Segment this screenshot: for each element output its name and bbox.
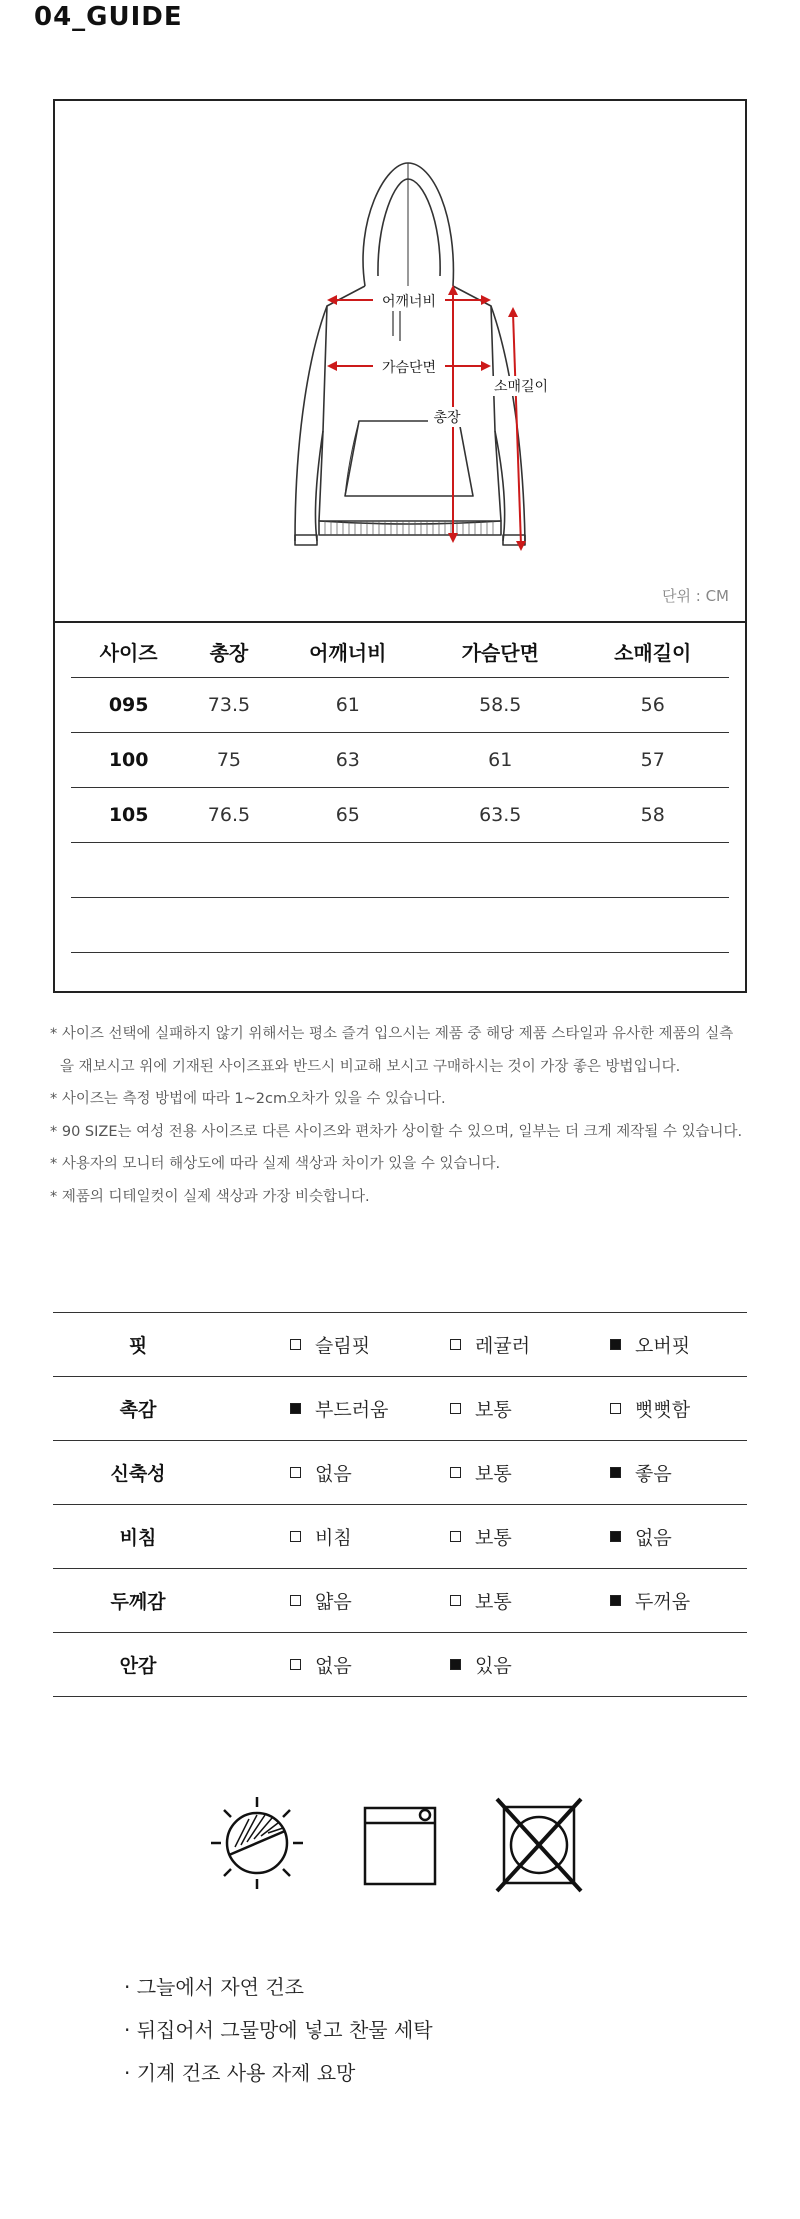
care-line: · 기계 건조 사용 자제 요망 xyxy=(124,2061,356,2085)
size-table xyxy=(71,625,729,1007)
note-line: * 사이즈 선택에 실패하지 않기 위해서는 평소 즐겨 입으시는 제품 중 해당 제품 스타일과 유사한 제품의 실측 xyxy=(50,1026,734,1042)
option-soft xyxy=(290,1395,388,1422)
checkbox-checked-icon xyxy=(610,1467,621,1478)
option-label: 보통 xyxy=(475,1463,512,1485)
option-label: 뻣뻣함 xyxy=(635,1399,691,1421)
checkbox-icon xyxy=(450,1403,461,1414)
attribute-label: 핏 xyxy=(128,1335,148,1357)
checkbox-icon xyxy=(290,1339,301,1350)
table-cell: 58.5 xyxy=(424,678,576,733)
option-label: 없음 xyxy=(315,1655,352,1677)
care-instructions xyxy=(124,1966,433,2095)
option-stiff xyxy=(610,1395,690,1422)
divider xyxy=(55,621,745,623)
hoodie-diagram xyxy=(55,101,745,621)
option-label: 있음 xyxy=(475,1655,512,1677)
option-slim xyxy=(290,1331,370,1358)
option-over xyxy=(610,1331,690,1358)
checkbox-icon xyxy=(290,1467,301,1478)
header-cell: 사이즈 xyxy=(71,625,186,678)
option-label: 슬림핏 xyxy=(315,1335,371,1357)
attribute-row-sheer xyxy=(53,1505,747,1569)
checkbox-icon xyxy=(290,1531,301,1542)
table-cell: 73.5 xyxy=(186,678,271,733)
option-label: 없음 xyxy=(315,1463,352,1485)
attribute-label: 안감 xyxy=(119,1655,157,1677)
note-line: 을 재보시고 위에 기재된 사이즈표와 반드시 비교해 보시고 구매하시는 것이 가장 좋은 방법입니다. xyxy=(60,1058,681,1075)
attribute-row-touch xyxy=(53,1377,747,1441)
option-regular xyxy=(450,1331,530,1358)
option-none xyxy=(290,1651,352,1678)
checkbox-icon xyxy=(450,1339,461,1350)
table-row-empty xyxy=(71,898,729,953)
option-label: 오버핏 xyxy=(635,1335,691,1357)
option-none xyxy=(610,1523,672,1550)
option-label: 보통 xyxy=(475,1399,512,1421)
option-thick xyxy=(610,1587,690,1614)
option-thin xyxy=(290,1587,352,1614)
option-label: 두꺼움 xyxy=(635,1591,691,1613)
checkbox-icon xyxy=(450,1531,461,1542)
attribute-label: 비침 xyxy=(119,1527,157,1549)
checkbox-checked-icon xyxy=(610,1595,621,1606)
option-label: 부드러움 xyxy=(315,1399,389,1421)
table-cell: 57 xyxy=(576,733,729,788)
option-label: 얇음 xyxy=(315,1591,352,1613)
table-cell: 58 xyxy=(576,788,729,843)
label-chest: 가슴단면 xyxy=(381,360,437,376)
table-cell: 75 xyxy=(186,733,271,788)
option-label: 보통 xyxy=(475,1527,512,1549)
table-cell: 61 xyxy=(272,678,424,733)
dry-in-shade-icon xyxy=(211,1797,303,1889)
table-cell: 63.5 xyxy=(424,788,576,843)
option-sheer xyxy=(290,1523,352,1550)
wash-in-net-icon xyxy=(365,1808,435,1884)
table-cell: 65 xyxy=(272,788,424,843)
attribute-label: 두께감 xyxy=(110,1591,166,1613)
attribute-row-thickness xyxy=(53,1569,747,1633)
page-title: 04_GUIDE xyxy=(34,2,183,32)
care-icons xyxy=(205,1793,605,1893)
size-notes xyxy=(50,1018,770,1213)
checkbox-checked-icon xyxy=(610,1339,621,1350)
attribute-label: 촉감 xyxy=(119,1399,157,1421)
size-cell: 095 xyxy=(71,678,186,733)
table-cell: 61 xyxy=(424,733,576,788)
option-label: 레귤러 xyxy=(475,1335,531,1357)
table-row xyxy=(71,733,729,788)
checkbox-checked-icon xyxy=(450,1659,461,1670)
option-good xyxy=(610,1459,672,1486)
attribute-row-lining xyxy=(53,1633,747,1697)
table-row-empty xyxy=(71,953,729,1008)
checkbox-icon xyxy=(450,1595,461,1606)
checkbox-icon xyxy=(290,1595,301,1606)
label-length: 총장 xyxy=(433,410,461,426)
size-cell: 105 xyxy=(71,788,186,843)
checkbox-checked-icon xyxy=(290,1403,301,1414)
attribute-label: 신축성 xyxy=(110,1463,166,1485)
option-label: 없음 xyxy=(635,1527,672,1549)
note-line: * 사용자의 모니터 해상도에 따라 실제 색상과 차이가 있을 수 있습니다. xyxy=(50,1156,501,1172)
hoodie-illustration xyxy=(55,101,745,621)
header-cell: 어깨너비 xyxy=(272,625,424,678)
checkbox-icon xyxy=(610,1403,621,1414)
note-line: * 사이즈는 측정 방법에 따라 1~2cm오차가 있을 수 있습니다. xyxy=(50,1091,446,1107)
option-label: 좋음 xyxy=(635,1463,672,1485)
option-normal xyxy=(450,1395,512,1422)
table-row xyxy=(71,788,729,843)
option-normal xyxy=(450,1523,512,1550)
checkbox-icon xyxy=(450,1467,461,1478)
table-cell: 76.5 xyxy=(186,788,271,843)
size-guide-box xyxy=(53,99,747,993)
option-yes xyxy=(450,1651,512,1678)
option-label: 비침 xyxy=(315,1527,352,1549)
header-cell: 소매길이 xyxy=(576,625,729,678)
header-cell: 총장 xyxy=(186,625,271,678)
label-shoulder: 어깨너비 xyxy=(381,294,437,310)
attribute-table xyxy=(53,1312,747,1697)
size-table-header xyxy=(71,625,729,678)
table-cell: 56 xyxy=(576,678,729,733)
label-sleeve: 소매길이 xyxy=(493,379,549,395)
option-normal xyxy=(450,1459,512,1486)
header-cell: 가슴단면 xyxy=(424,625,576,678)
unit-label: 단위 : CM xyxy=(662,587,729,605)
note-line: * 90 SIZE는 여성 전용 사이즈로 다른 사이즈와 편차가 상이할 수 있으며, 일부는 더 크게 제작될 수 있습니다. xyxy=(50,1123,743,1140)
attribute-row-stretch xyxy=(53,1441,747,1505)
size-cell: 100 xyxy=(71,733,186,788)
note-line: * 제품의 디테일컷이 실제 색상과 가장 비슷합니다. xyxy=(50,1188,370,1205)
table-row xyxy=(71,678,729,733)
do-not-tumble-dry-icon xyxy=(497,1799,581,1891)
option-label: 보통 xyxy=(475,1591,512,1613)
table-row-empty xyxy=(71,843,729,898)
checkbox-icon xyxy=(290,1659,301,1670)
attribute-row-fit xyxy=(53,1313,747,1377)
checkbox-checked-icon xyxy=(610,1531,621,1542)
table-cell: 63 xyxy=(272,733,424,788)
care-line: · 뒤집어서 그물망에 넣고 찬물 세탁 xyxy=(124,2018,433,2042)
care-line: · 그늘에서 자연 건조 xyxy=(124,1975,304,1999)
option-normal xyxy=(450,1587,512,1614)
option-none xyxy=(290,1459,352,1486)
